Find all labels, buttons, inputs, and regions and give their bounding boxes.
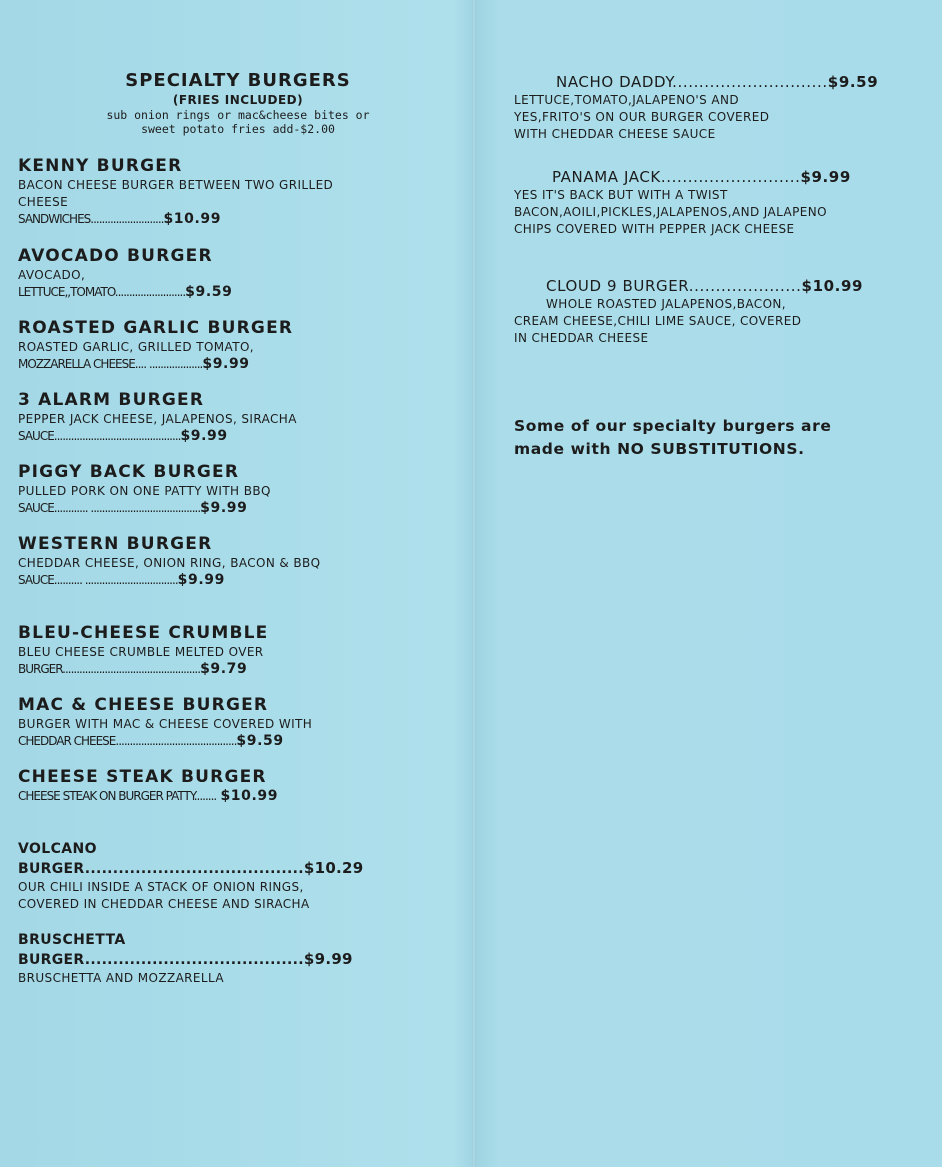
item-price: $9.99 <box>202 356 250 372</box>
menu-item-cheese-steak-burger <box>18 767 458 805</box>
item-name-line <box>514 72 929 92</box>
item-price-line <box>18 733 458 750</box>
item-description: YES,FRITO'S ON OUR BURGER COVERED <box>514 110 770 124</box>
item-name: MAC & CHEESE BURGER <box>18 695 269 715</box>
right-column <box>514 70 929 461</box>
item-price: $9.99 <box>177 572 225 588</box>
menu-item-avocado-burger <box>18 246 458 301</box>
item-leader: LETTUCE,,TOMATO......................... <box>18 285 186 299</box>
item-leader: MOZZARELLA CHEESE.... ................... <box>18 357 203 371</box>
menu-item-piggy-back-burger <box>18 462 458 517</box>
item-description: LETTUCE,TOMATO,JALAPENO'S AND <box>514 93 739 107</box>
item-leader: SANDWICHES.......................... <box>18 212 164 226</box>
item-description: AVOCADO, <box>18 268 86 282</box>
menu-item-roasted-garlic-burger <box>18 318 458 373</box>
item-name: BLEU-CHEESE CRUMBLE <box>18 623 269 643</box>
item-description: BACON CHEESE BURGER BETWEEN TWO GRILLED <box>18 178 334 192</box>
item-description: PEPPER JACK CHEESE, JALAPENOS, SIRACHA <box>18 412 297 426</box>
menu-item-3-alarm-burger <box>18 390 458 445</box>
note-line1: Some of our specialty burgers are <box>514 417 832 435</box>
item-price: $10.29 <box>303 859 364 877</box>
item-name: CLOUD 9 BURGER..................... <box>546 277 802 295</box>
item-price: $9.99 <box>800 168 851 186</box>
item-leader: BURGER....................................... <box>18 952 304 968</box>
item-description: CHEDDAR CHEESE, ONION RING, BACON & BBQ <box>18 556 321 570</box>
menu-item-bleu-cheese-crumble <box>18 623 458 678</box>
item-price: $9.99 <box>303 950 353 968</box>
item-price-line <box>18 428 458 445</box>
item-price-line <box>18 661 458 678</box>
item-price: $10.99 <box>163 211 222 227</box>
item-name: ROASTED GARLIC BURGER <box>18 318 294 338</box>
item-price: $10.99 <box>801 277 864 295</box>
item-description: ROASTED GARLIC, GRILLED TOMATO, <box>18 340 255 354</box>
item-price-line <box>18 572 458 589</box>
item-price: $10.99 <box>220 788 279 804</box>
item-description: BRUSCHETTA AND MOZZARELLA <box>18 971 224 985</box>
item-name: NACHO DADDY............................. <box>556 73 828 91</box>
menu-item-cloud-9-burger <box>514 276 929 347</box>
menu-item-bruschetta-burger <box>18 931 458 987</box>
item-name: CHEESE STEAK BURGER <box>18 767 267 787</box>
item-description: BLEU CHEESE CRUMBLE MELTED OVER <box>18 645 264 659</box>
item-description: BACON,AOILI,PICKLES,JALAPENOS,AND JALAPENO <box>514 205 827 219</box>
note-line2: made with NO SUBSTITUTIONS. <box>514 440 805 458</box>
item-price: $9.59 <box>827 73 879 91</box>
menu-item-kenny-burger <box>18 156 458 228</box>
item-description: CHIPS COVERED WITH PEPPER JACK CHEESE <box>514 222 795 236</box>
item-leader: CHEDDAR CHEESE........................................... <box>18 734 237 748</box>
item-price-line <box>18 211 458 228</box>
menu-item-western-burger <box>18 534 458 589</box>
item-name: PANAMA JACK.......................... <box>552 168 801 186</box>
item-description: CREAM CHEESE,CHILI LIME SAUCE, COVERED <box>514 314 802 328</box>
item-name: PIGGY BACK BURGER <box>18 462 240 482</box>
item-price: $9.99 <box>180 428 228 444</box>
item-name-line <box>514 167 929 187</box>
item-leader: SAUCE............................................. <box>18 429 181 443</box>
item-description: PULLED PORK ON ONE PATTY WITH BBQ <box>18 484 271 498</box>
item-price-line <box>18 788 458 805</box>
section-title: SPECIALTY BURGERS <box>125 70 351 91</box>
menu-header <box>18 70 458 136</box>
substitution-note-line1: sub onion rings or mac&cheese bites or <box>106 108 370 122</box>
item-price: $9.59 <box>185 284 233 300</box>
substitution-note-line2: sweet potato fries add-$2.00 <box>141 122 335 136</box>
item-name: KENNY BURGER <box>18 156 183 176</box>
item-name: WESTERN BURGER <box>18 534 213 554</box>
item-price-line <box>18 950 458 970</box>
item-price-line <box>18 356 458 373</box>
item-description: BURGER WITH MAC & CHEESE COVERED WITH <box>18 717 313 731</box>
menu-item-nacho-daddy <box>514 72 929 143</box>
item-price-line <box>18 500 458 517</box>
section-subtitle: (FRIES INCLUDED) <box>172 93 304 107</box>
item-price-line <box>18 284 458 301</box>
item-name: VOLCANO <box>18 841 97 857</box>
left-column <box>18 70 458 987</box>
item-description: IN CHEDDAR CHEESE <box>514 331 649 345</box>
item-price-line <box>18 859 458 879</box>
item-description: WHOLE ROASTED JALAPENOS,BACON, <box>546 297 787 311</box>
item-name: BRUSCHETTA <box>18 932 126 948</box>
item-description: CHEESE <box>18 195 69 209</box>
item-price: $9.79 <box>200 661 248 677</box>
menu-item-panama-jack <box>514 167 929 238</box>
substitutions-note <box>514 415 929 461</box>
item-description: COVERED IN CHEDDAR CHEESE AND SIRACHA <box>18 897 310 911</box>
item-description: YES IT'S BACK BUT WITH A TWIST <box>514 188 728 202</box>
item-description: OUR CHILI INSIDE A STACK OF ONION RINGS, <box>18 880 304 894</box>
item-description: WITH CHEDDAR CHEESE SAUCE <box>514 127 716 141</box>
item-name-line <box>514 276 929 296</box>
menu-item-volcano-burger <box>18 840 458 913</box>
page-fold <box>472 0 476 1167</box>
item-leader: SAUCE.......... ................................. <box>18 573 178 587</box>
item-name: AVOCADO BURGER <box>18 246 213 266</box>
item-price: $9.59 <box>236 733 284 749</box>
item-name: 3 ALARM BURGER <box>18 390 205 410</box>
item-leader: SAUCE............ ....................................... <box>18 501 201 515</box>
item-leader: BURGER....................................... <box>18 861 304 877</box>
item-price: $9.99 <box>200 500 248 516</box>
item-leader: CHEESE STEAK ON BURGER PATTY........ <box>18 789 217 803</box>
menu-item-mac-cheese-burger <box>18 695 458 750</box>
item-leader: BURGER................................................. <box>18 662 201 676</box>
